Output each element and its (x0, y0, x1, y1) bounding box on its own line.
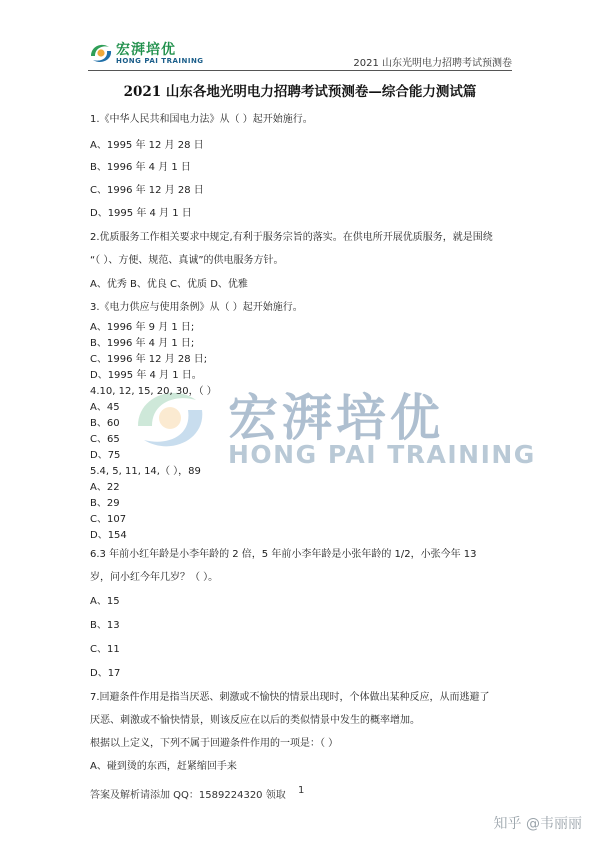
q3-option-a: A、1996 年 9 月 1 日; (90, 322, 195, 333)
brand-mark-icon (88, 40, 114, 66)
q1-option-a: A、1995 年 12 月 28 日 (90, 140, 204, 151)
q6-option-c: C、11 (90, 644, 120, 655)
q5-option-b: B、29 (90, 498, 120, 509)
zhihu-watermark: 知乎 @韦丽丽 (493, 816, 582, 832)
q5-option-a: A、22 (90, 482, 120, 493)
footer-contact: 答案及解析请添加 QQ：1589224320 领取 (90, 790, 286, 801)
question-6-line-2: 岁，问小红今年几岁？（ ）。 (90, 572, 219, 583)
q4-option-b: B、60 (90, 418, 120, 429)
header-doc-title: 2021 山东光明电力招聘考试预测卷 (353, 58, 512, 69)
question-7-prompt: 根据以上定义，下列不属于回避条件作用的一项是：（ ） (90, 738, 339, 749)
q3-option-d: D、1995 年 4 月 1 日。 (90, 370, 202, 381)
q1-option-c: C、1996 年 12 月 28 日 (90, 185, 204, 196)
q3-option-c: C、1996 年 12 月 28 日; (90, 354, 208, 365)
q5-option-d: D、154 (90, 530, 127, 541)
watermark-english-text: HONG PAI TRAINING (228, 440, 536, 469)
q3-option-b: B、1996 年 4 月 1 日; (90, 338, 195, 349)
brand-logo (88, 40, 204, 68)
logo-english-text: HONG PAI TRAINING (116, 57, 204, 65)
q2-options: A、优秀 B、优良 C、优质 D、优雅 (90, 279, 248, 290)
q7-option-a: A、碰到烫的东西，赶紧缩回手来 (90, 761, 237, 772)
q1-option-d: D、1995 年 4 月 1 日 (90, 208, 192, 219)
question-2-line-2: “（ ）、方便、规范、真诚”的供电服务方针。 (90, 255, 284, 266)
header-divider (88, 70, 512, 71)
question-4: 4.10, 12, 15, 20, 30，（ ） (90, 386, 217, 397)
q4-option-d: D、75 (90, 450, 121, 461)
q6-option-a: A、15 (90, 596, 120, 607)
question-2-line-1: 2.优质服务工作相关要求中规定,有利于服务宗旨的落实。在供电所开展优质服务，就是围绕 (90, 232, 493, 243)
q1-option-b: B、1996 年 4 月 1 日 (90, 162, 191, 173)
q4-option-a: A、45 (90, 402, 120, 413)
question-3: 3.《电力供应与使用条例》从（ ）起开始施行。 (90, 302, 303, 313)
q5-option-c: C、107 (90, 514, 127, 525)
q4-option-c: C、65 (90, 434, 120, 445)
question-7-line-1: 7.回避条件作用是指当厌恶、刺激或不愉快的情景出现时，个体做出某种反应，从而逃避了 (90, 692, 490, 703)
watermark-chinese-text: 宏湃培优 (228, 389, 444, 447)
question-5: 5.4, 5, 11, 14,（ ），89 (90, 466, 201, 477)
question-1: 1.《中华人民共和国电力法》从（ ）起开始施行。 (90, 114, 313, 125)
page-title: 2021 山东各地光明电力招聘考试预测卷—综合能力测试篇 (123, 84, 477, 100)
page-number: 1 (298, 785, 305, 796)
logo-chinese-text: 宏湃培优 (116, 42, 176, 58)
page-header (0, 0, 600, 80)
q6-option-b: B、13 (90, 620, 120, 631)
question-7-line-2: 厌恶、刺激或不愉快情景，则该反应在以后的类似情景中发生的概率增加。 (90, 715, 420, 726)
q6-option-d: D、17 (90, 668, 121, 679)
question-6-line-1: 6.3 年前小红年龄是小李年龄的 2 倍，5 年前小李年龄是小张年龄的 1/2，小张今年 13 (90, 549, 477, 560)
